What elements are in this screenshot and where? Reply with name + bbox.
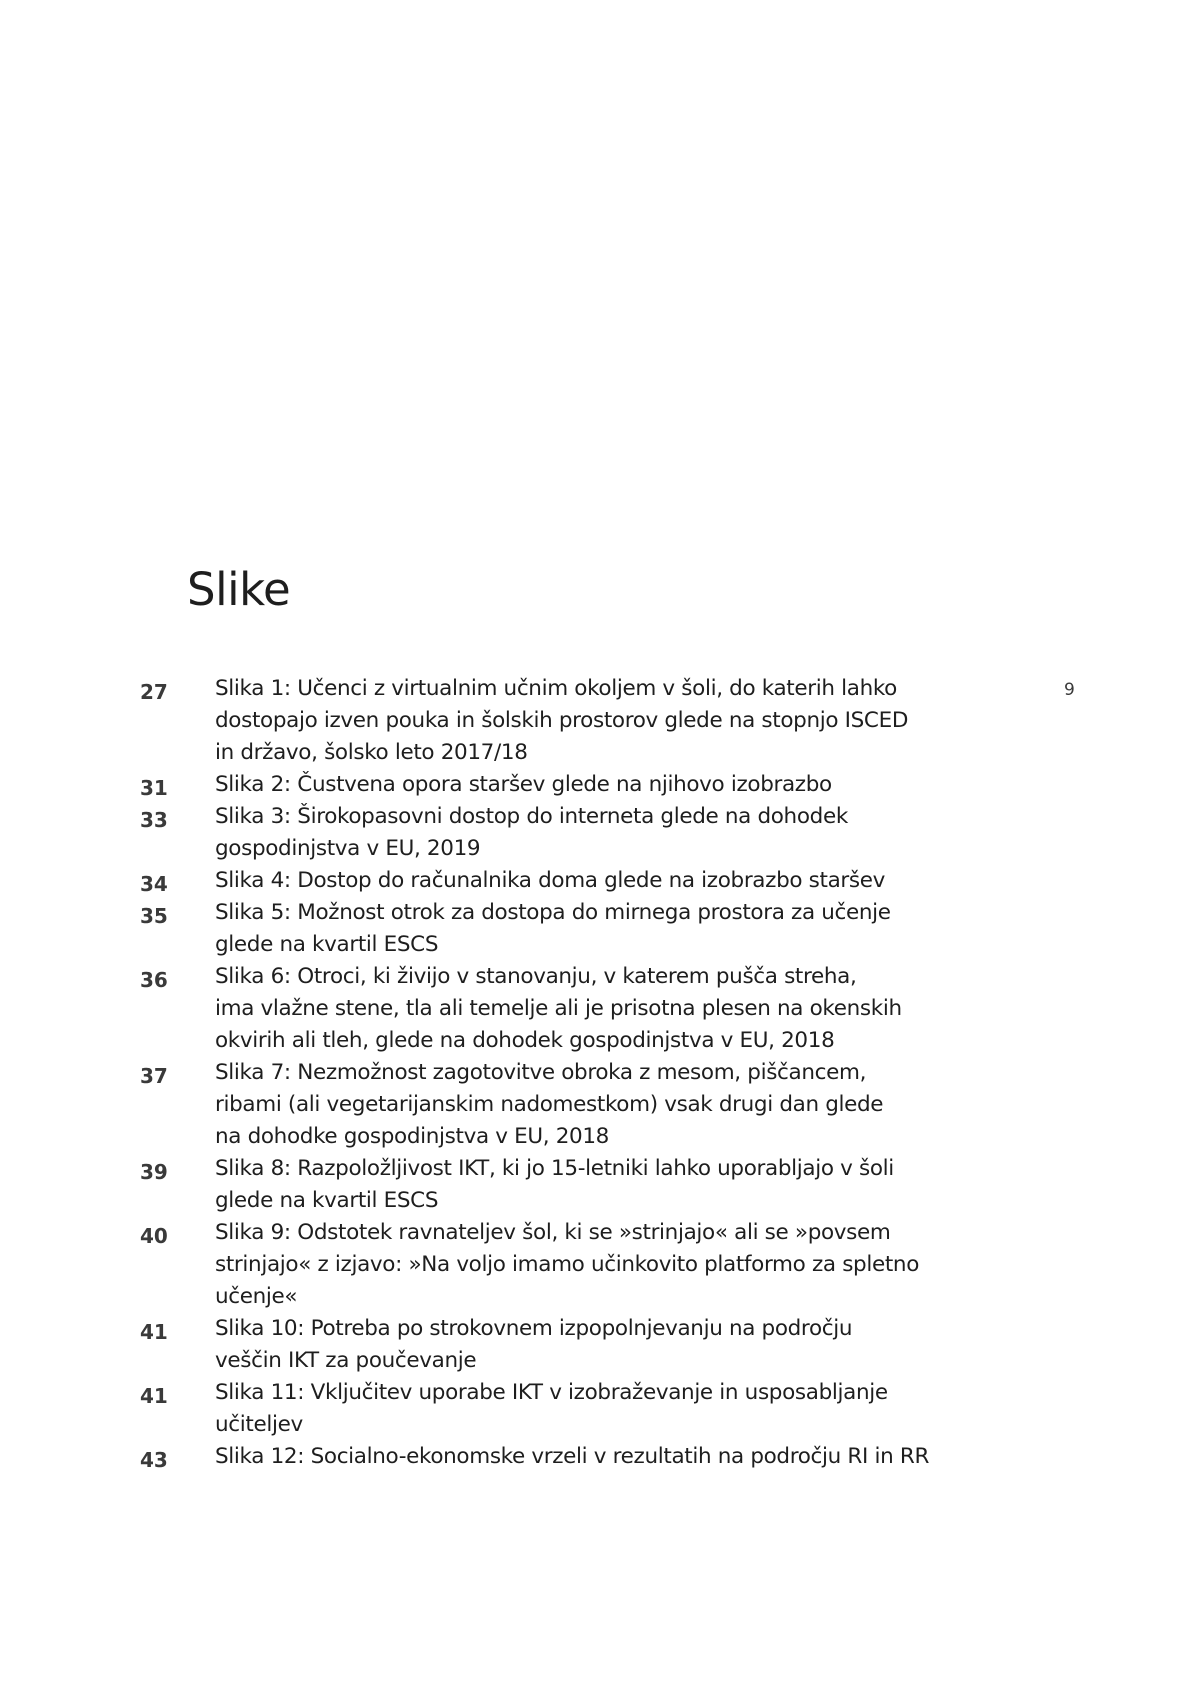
figure-entry	[140, 1217, 980, 1313]
figure-entry	[140, 1441, 980, 1473]
figure-entry	[140, 897, 980, 961]
figure-caption-line: Slika 3: Širokopasovni dostop do interneta glede na dohodek	[215, 804, 848, 829]
figure-page-number: 41	[140, 1320, 168, 1344]
figure-page-number: 39	[140, 1160, 168, 1184]
figure-caption	[215, 961, 980, 1057]
figure-caption	[215, 769, 980, 801]
figure-entry	[140, 1153, 980, 1217]
figure-caption-line: dostopajo izven pouka in šolskih prostorov glede na stopnjo ISCED	[215, 708, 909, 733]
figure-caption-line: glede na kvartil ESCS	[215, 1188, 439, 1213]
figure-caption-line: Slika 2: Čustvena opora staršev glede na njihovo izobrazbo	[215, 772, 832, 797]
figure-caption-line: strinjajo« z izjavo: »Na voljo imamo učinkovito platformo za spletno	[215, 1252, 919, 1277]
figure-caption-line: Slika 1: Učenci z virtualnim učnim okoljem v šoli, do katerih lahko	[215, 676, 897, 701]
figure-caption-line: Slika 12: Socialno-ekonomske vrzeli v rezultatih na področju RI in RR	[215, 1444, 930, 1469]
figure-caption-line: in državo, šolsko leto 2017/18	[215, 740, 528, 765]
figure-list	[140, 673, 980, 1473]
page-number: 9	[1064, 680, 1075, 700]
figure-caption-line: Slika 10: Potreba po strokovnem izpopolnjevanju na področju	[215, 1316, 853, 1341]
figure-caption	[215, 673, 980, 769]
figure-caption	[215, 1377, 980, 1441]
figure-entry	[140, 961, 980, 1057]
figure-caption-line: Slika 8: Razpoložljivost IKT, ki jo 15-letniki lahko uporabljajo v šoli	[215, 1156, 894, 1181]
figure-entry	[140, 769, 980, 801]
figure-page-number: 40	[140, 1224, 168, 1248]
figure-caption	[215, 1441, 980, 1473]
figure-page-number: 31	[140, 776, 168, 800]
figure-page-number: 34	[140, 872, 168, 896]
figure-caption-line: Slika 6: Otroci, ki živijo v stanovanju, v katerem pušča streha,	[215, 964, 857, 989]
figure-caption-line: Slika 11: Vključitev uporabe IKT v izobraževanje in usposabljanje	[215, 1380, 888, 1405]
figure-caption-line: ribami (ali vegetarijanskim nadomestkom) vsak drugi dan glede	[215, 1092, 884, 1117]
figure-caption-line: gospodinjstva v EU, 2019	[215, 836, 481, 861]
figure-caption-line: na dohodke gospodinjstva v EU, 2018	[215, 1124, 610, 1149]
figure-caption	[215, 1313, 980, 1377]
figure-caption-line: Slika 4: Dostop do računalnika doma glede na izobrazbo staršev	[215, 868, 886, 893]
figure-page-number: 27	[140, 680, 168, 704]
figure-caption	[215, 897, 980, 961]
figure-caption	[215, 1153, 980, 1217]
figure-caption-line: okvirih ali tleh, glede na dohodek gospodinjstva v EU, 2018	[215, 1028, 835, 1053]
figure-page-number: 36	[140, 968, 168, 992]
page-title: Slike	[187, 563, 291, 616]
figure-caption-line: učenje«	[215, 1284, 298, 1309]
figure-caption	[215, 801, 980, 865]
figure-entry	[140, 865, 980, 897]
figure-caption	[215, 865, 980, 897]
figure-entry	[140, 673, 980, 769]
figure-caption	[215, 1217, 980, 1313]
figure-caption-line: glede na kvartil ESCS	[215, 932, 439, 957]
figure-page-number: 33	[140, 808, 168, 832]
figure-caption-line: veščin IKT za poučevanje	[215, 1348, 477, 1373]
figure-caption-line: učiteljev	[215, 1412, 303, 1437]
figure-page-number: 41	[140, 1384, 168, 1408]
figure-page-number: 43	[140, 1448, 168, 1472]
figure-entry	[140, 1313, 980, 1377]
figure-page-number: 35	[140, 904, 168, 928]
figure-caption	[215, 1057, 980, 1153]
figure-caption-line: ima vlažne stene, tla ali temelje ali je prisotna plesen na okenskih	[215, 996, 902, 1021]
figure-caption-line: Slika 7: Nezmožnost zagotovitve obroka z mesom, piščancem,	[215, 1060, 867, 1085]
figure-entry	[140, 1057, 980, 1153]
figure-caption-line: Slika 9: Odstotek ravnateljev šol, ki se »strinjajo« ali se »povsem	[215, 1220, 891, 1245]
figure-entry	[140, 801, 980, 865]
figure-entry	[140, 1377, 980, 1441]
figure-caption-line: Slika 5: Možnost otrok za dostopa do mirnega prostora za učenje	[215, 900, 891, 925]
figure-page-number: 37	[140, 1064, 168, 1088]
